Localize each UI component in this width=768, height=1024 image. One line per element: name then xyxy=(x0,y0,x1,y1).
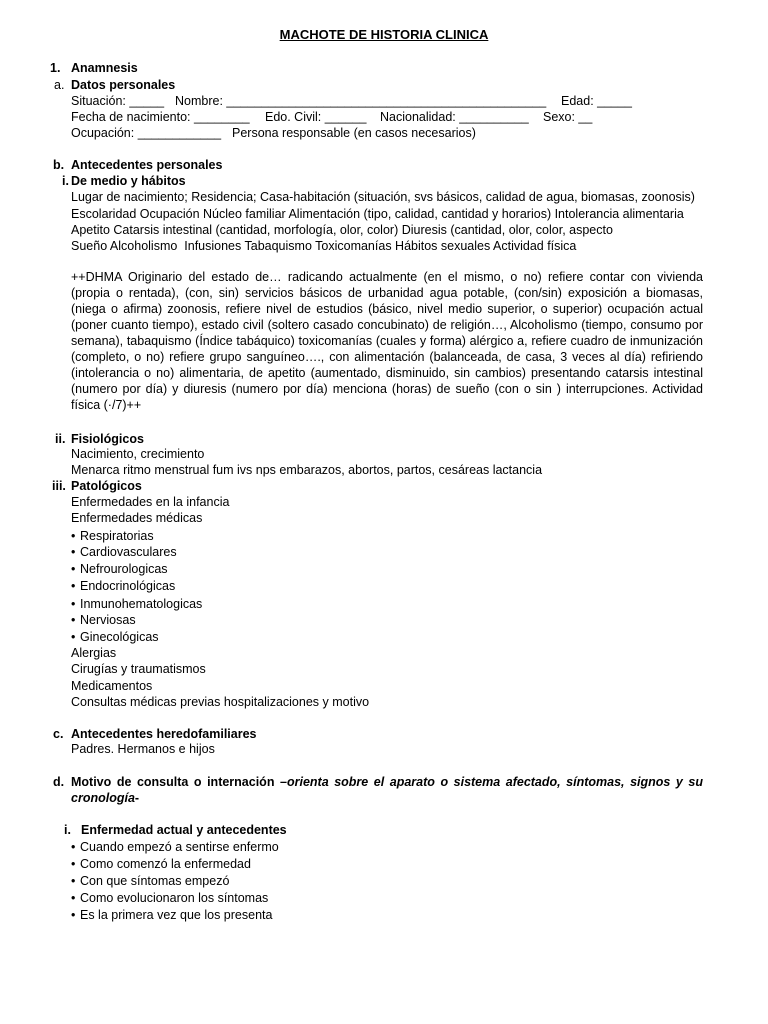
bullet-icon: • xyxy=(71,597,76,611)
list-item-label: Cuando empezó a sentirse enfermo xyxy=(80,840,279,854)
bullet-icon: • xyxy=(71,840,76,854)
patologicos-line: Enfermedades en la infancia xyxy=(71,495,230,509)
bullet-icon: • xyxy=(71,874,76,888)
list-item xyxy=(71,873,229,889)
section-number: 1. xyxy=(50,61,61,75)
fisiologicos-line: Nacimiento, crecimiento xyxy=(71,447,205,461)
bullet-icon: • xyxy=(71,529,76,543)
item-ii-number: ii. xyxy=(55,432,66,446)
patologicos-line: Medicamentos xyxy=(71,679,153,693)
bullet-icon: • xyxy=(71,908,76,922)
item-di-number: i. xyxy=(64,823,71,837)
list-item xyxy=(71,629,159,645)
habitos-line: Apetito Catarsis intestinal (cantidad, morfología, olor, color) Diuresis (cantidad, olor, color, aspecto xyxy=(71,223,613,237)
subsection-a-number: a. xyxy=(54,78,65,92)
list-item xyxy=(71,839,279,855)
list-item-label: Es la primera vez que los presenta xyxy=(80,908,273,922)
sexo-field: Sexo: __ xyxy=(543,110,593,124)
bullet-icon: • xyxy=(71,630,76,644)
estado-civil-field: Edo. Civil: ______ xyxy=(265,110,367,124)
list-item xyxy=(71,561,168,577)
subsection-c-number: c. xyxy=(53,727,64,741)
patologicos-heading: Patológicos xyxy=(71,479,142,493)
dhma-paragraph: ++DHMA Originario del estado de… radicando actualmente (en el mismo, o no) refiere contar con vivienda (propia o rentada), (con, sin) servicios básicos de urbanidad agua potable, (con/sin) exposición a biomasas, (niega o afirma) zoonosis, refiere nivel de estudios (básico, nivel medio superior, o superior) ocupación actual (poner cuanto tiempo), estado civil (soltero casado concubinato) de religión…, Alcoholismo (tiempo, consumo por semana), tabaquismo (Índice tabáquico) toxicomanías (cuales y forma) alérgico a, refiere cuadro de inmunización (completo, o no) refiere grupo sanguíneo…., con alimentación (balanceada, de casa, 3 veces al día) refiriendo (intolerancia o no) alimentaria, de apetito (aumentado, disminuido, sin cambios) presentando catarsis intestinal (numero por día) y diuresis (numero por día) menciona (horas) de sueño (con o sin ) interrupciones. Actividad física (·/7)++ xyxy=(71,270,703,412)
nombre-field: Nombre: ______________________________________________ xyxy=(175,94,547,108)
item-iii-number: iii. xyxy=(52,479,66,493)
bullet-icon: • xyxy=(71,891,76,905)
subsection-b-number: b. xyxy=(53,158,65,172)
fisiologicos-line: Menarca ritmo menstrual fum ivs nps embarazos, abortos, partos, cesáreas lactancia xyxy=(71,463,543,477)
habitos-line: Lugar de nacimiento; Residencia; Casa-habitación (situación, svs básicos, calidad de agua, biomasas, zoonosis) xyxy=(71,190,695,204)
list-item-label: Ginecológicas xyxy=(80,630,159,644)
situacion-field: Situación: _____ xyxy=(71,94,165,108)
habitos-line: Escolaridad Ocupación Núcleo familiar Alimentación (tipo, calidad, cantidad y horarios) Intolerancia alimentaria xyxy=(71,207,684,221)
list-item-label: Respiratorias xyxy=(80,529,154,543)
bullet-icon: • xyxy=(71,562,76,576)
list-item xyxy=(71,907,272,923)
list-item-label: Nefrourologicas xyxy=(80,562,168,576)
fisiologicos-heading: Fisiológicos xyxy=(71,432,144,446)
bullet-icon: • xyxy=(71,857,76,871)
list-item xyxy=(71,596,202,612)
list-item-label: Con que síntomas empezó xyxy=(80,874,230,888)
list-item-label: Cardiovasculares xyxy=(80,545,177,559)
ocupacion-field: Ocupación: ____________ xyxy=(71,126,222,140)
motivo-consulta-heading xyxy=(71,774,703,806)
motivo-consulta-end: - xyxy=(134,791,140,805)
item-i-number: i. xyxy=(62,174,69,188)
heredofamiliares-line: Padres. Hermanos e hijos xyxy=(71,742,215,756)
habitos-line: Sueño Alcoholismo Infusiones Tabaquismo Toxicomanías Hábitos sexuales Actividad física xyxy=(71,239,577,253)
list-item-label: Endocrinológicas xyxy=(80,579,176,593)
patologicos-line: Enfermedades médicas xyxy=(71,511,203,525)
enfermedad-actual-heading: Enfermedad actual y antecedentes xyxy=(81,823,287,837)
list-item xyxy=(71,890,268,906)
list-item xyxy=(71,578,175,594)
list-item xyxy=(71,528,154,544)
subsection-d-number: d. xyxy=(53,775,65,789)
medio-habitos-heading: De medio y hábitos xyxy=(71,174,186,188)
bullet-icon: • xyxy=(71,579,76,593)
list-item-label: Como evolucionaron los síntomas xyxy=(80,891,269,905)
nacionalidad-field: Nacionalidad: __________ xyxy=(380,110,529,124)
antecedentes-personales-heading: Antecedentes personales xyxy=(71,158,223,172)
list-item xyxy=(71,856,251,872)
list-item xyxy=(71,544,177,560)
list-item xyxy=(71,612,136,628)
patologicos-line: Cirugías y traumatismos xyxy=(71,662,206,676)
patologicos-line: Consultas médicas previas hospitalizaciones y motivo xyxy=(71,695,370,709)
motivo-consulta-label: Motivo de consulta o internación – xyxy=(71,775,287,789)
bullet-icon: • xyxy=(71,545,76,559)
document-title: MACHOTE DE HISTORIA CLINICA xyxy=(279,27,489,42)
edad-field: Edad: _____ xyxy=(561,94,632,108)
list-item-label: Nerviosas xyxy=(80,613,136,627)
bullet-icon: • xyxy=(71,613,76,627)
heredofamiliares-heading: Antecedentes heredofamiliares xyxy=(71,727,257,741)
section-anamnesis-heading: Anamnesis xyxy=(71,61,138,75)
datos-personales-heading: Datos personales xyxy=(71,78,176,92)
motivo-consulta-description: orienta sobre el aparato o sistema afectado, síntomas, signos y su cronología xyxy=(71,775,703,805)
persona-responsable-field: Persona responsable (en casos necesarios) xyxy=(232,126,476,140)
list-item-label: Inmunohematologicas xyxy=(80,597,203,611)
patologicos-line: Alergias xyxy=(71,646,117,660)
list-item-label: Como comenzó la enfermedad xyxy=(80,857,251,871)
fecha-nacimiento-field: Fecha de nacimiento: ________ xyxy=(71,110,250,124)
